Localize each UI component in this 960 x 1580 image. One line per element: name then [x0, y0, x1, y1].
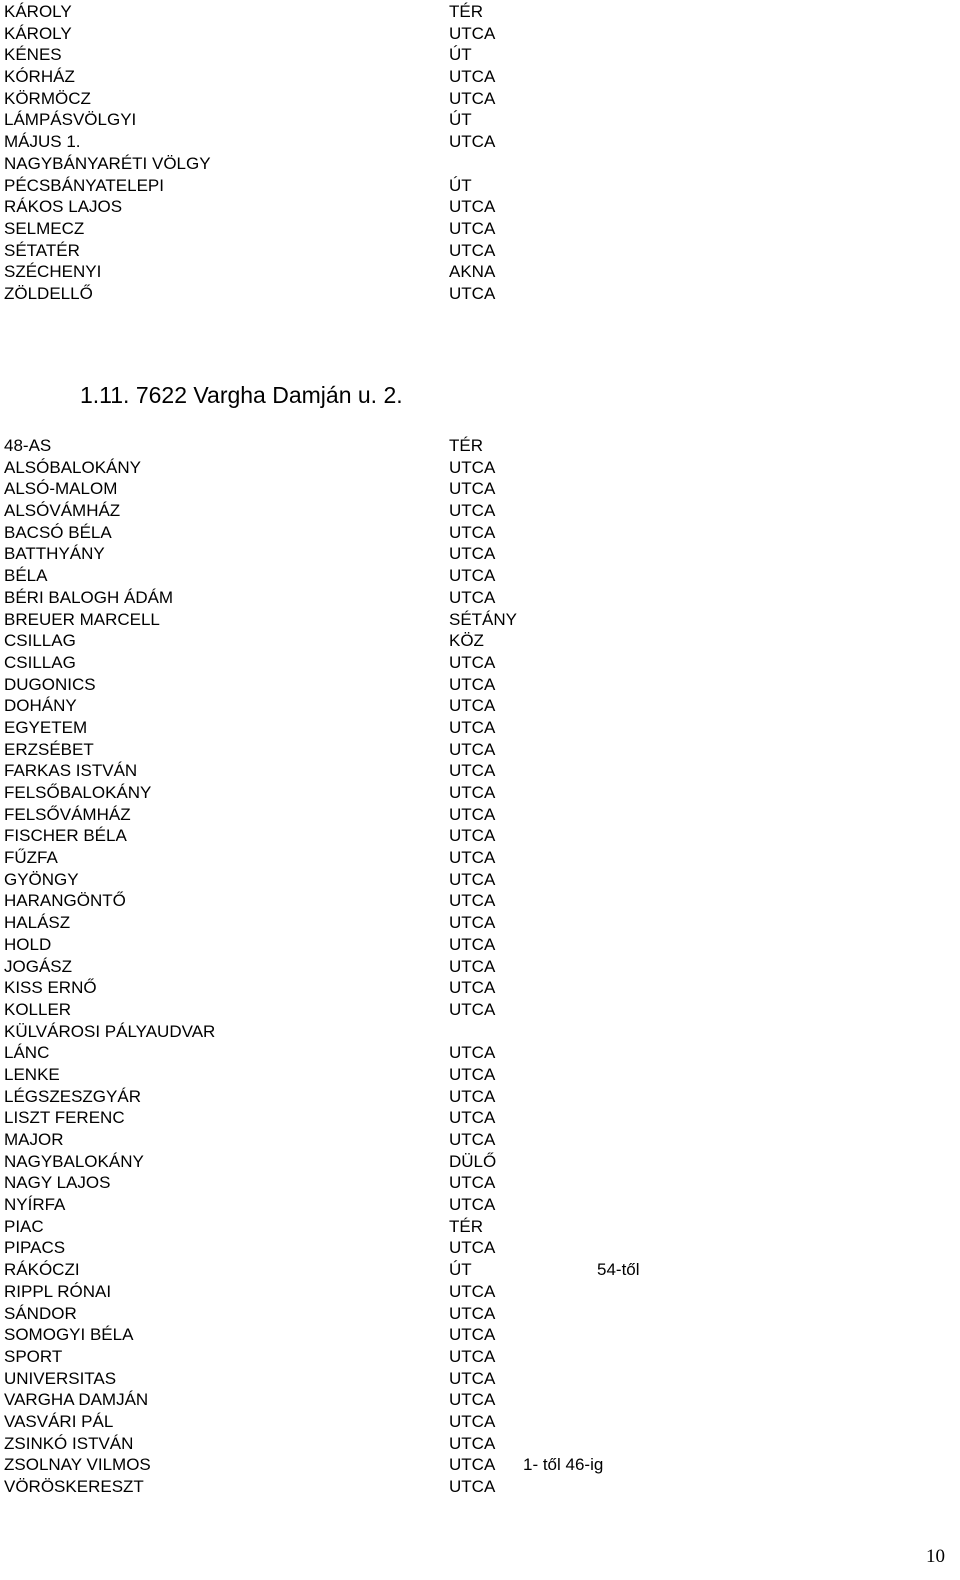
street-type: UTCA	[449, 739, 496, 759]
street-type: AKNA	[449, 262, 496, 282]
street-name: BATTHYÁNY	[4, 544, 105, 564]
street-type: UTCA	[449, 891, 496, 911]
street-row	[0, 1389, 960, 1411]
street-row	[0, 1151, 960, 1173]
street-type: UTCA	[449, 587, 496, 607]
street-type: UTCA	[449, 826, 496, 846]
street-row	[0, 1042, 960, 1064]
street-name: HOLD	[4, 934, 52, 954]
street-type: UTCA	[449, 23, 496, 43]
street-row	[0, 1454, 960, 1476]
street-name: BACSÓ BÉLA	[4, 522, 112, 542]
street-row	[0, 1237, 960, 1259]
street-row	[0, 1411, 960, 1433]
street-type: UTCA	[449, 132, 496, 152]
street-row	[0, 999, 960, 1021]
street-name: FISCHER BÉLA	[4, 826, 127, 846]
street-type: ÚT	[449, 175, 472, 195]
street-name: DOHÁNY	[4, 696, 77, 716]
street-type: UTCA	[449, 479, 496, 499]
street-name: GYÖNGY	[4, 869, 79, 889]
street-name: PÉCSBÁNYATELEPI	[4, 175, 164, 195]
street-type: UTCA	[449, 717, 496, 737]
street-name: KOLLER	[4, 999, 72, 1019]
street-type: UTCA	[449, 1433, 496, 1453]
street-name: SOMOGYI BÉLA	[4, 1325, 134, 1345]
street-row	[0, 934, 960, 956]
page-number: 10	[926, 1546, 945, 1567]
street-type: UTCA	[449, 457, 496, 477]
street-type: UTCA	[449, 283, 496, 303]
street-name: NAGYBÁNYARÉTI VÖLGY	[4, 153, 211, 173]
street-type: SÉTÁNY	[449, 609, 518, 629]
street-row	[0, 522, 960, 544]
street-row	[0, 1324, 960, 1346]
street-type: TÉR	[449, 2, 483, 21]
street-row	[0, 153, 960, 175]
street-name: PIPACS	[4, 1238, 66, 1258]
street-type: UTCA	[449, 956, 496, 976]
street-row	[0, 131, 960, 153]
street-row	[0, 435, 960, 457]
street-name: RIPPL RÓNAI	[4, 1281, 112, 1301]
street-name: ZSOLNAY VILMOS	[4, 1455, 151, 1475]
street-row	[0, 478, 960, 500]
street-type: UTCA	[449, 1477, 496, 1496]
street-name: VASVÁRI PÁL	[4, 1411, 114, 1431]
street-row	[0, 825, 960, 847]
street-row	[0, 44, 960, 66]
street-name: EGYETEM	[4, 717, 88, 737]
street-name: RÁKÓCZI	[4, 1260, 80, 1280]
street-name: VARGHA DAMJÁN	[4, 1390, 149, 1410]
street-name: NYÍRFA	[4, 1195, 66, 1215]
street-row	[0, 500, 960, 522]
street-type: UTCA	[449, 783, 496, 802]
street-name: FELSŐBALOKÁNY	[4, 783, 152, 802]
street-type: TÉR	[449, 436, 483, 455]
street-type: UTCA	[449, 240, 496, 260]
street-row	[0, 1368, 960, 1390]
street-name: FELSŐVÁMHÁZ	[4, 804, 131, 824]
street-row	[0, 1259, 960, 1281]
street-name: ZSINKÓ ISTVÁN	[4, 1433, 134, 1453]
street-name: FARKAS ISTVÁN	[4, 761, 138, 781]
street-name: ZÖLDELLŐ	[4, 283, 93, 303]
street-type: UTCA	[449, 522, 496, 542]
street-name: KÓRHÁZ	[4, 67, 75, 87]
street-row	[0, 1281, 960, 1303]
street-name: SÉTATÉR	[4, 240, 80, 260]
street-row	[0, 457, 960, 479]
street-row	[0, 760, 960, 782]
street-row	[0, 1216, 960, 1238]
street-type: UTCA	[449, 1086, 496, 1106]
street-name: HARANGÖNTŐ	[4, 891, 126, 911]
street-type: UTCA	[449, 1064, 496, 1084]
street-row	[0, 240, 960, 262]
street-type: UTCA	[449, 501, 496, 521]
street-type: UTCA	[449, 652, 496, 672]
street-type: UTCA	[449, 1281, 496, 1301]
street-row	[0, 88, 960, 110]
street-type: UTCA	[449, 674, 496, 694]
street-name: DUGONICS	[4, 674, 96, 694]
street-list-top	[0, 1, 960, 305]
street-row	[0, 674, 960, 696]
street-row	[0, 1086, 960, 1108]
street-row	[0, 565, 960, 587]
street-type: UTCA	[449, 804, 496, 824]
section-heading: 1.11. 7622 Vargha Damján u. 2.	[80, 382, 403, 408]
street-row	[0, 543, 960, 565]
street-type: UTCA	[449, 978, 496, 998]
street-row	[0, 1129, 960, 1151]
street-row	[0, 1194, 960, 1216]
street-type: UTCA	[449, 1455, 496, 1475]
street-row	[0, 912, 960, 934]
street-row	[0, 630, 960, 652]
street-type: UTCA	[449, 1195, 496, 1215]
street-type: UTCA	[449, 67, 496, 87]
street-name: KÁROLY	[4, 2, 72, 21]
street-name: VÖRÖSKERESZT	[4, 1477, 144, 1496]
street-name: PIAC	[4, 1216, 44, 1236]
street-name: ERZSÉBET	[4, 739, 94, 759]
street-name: LÁNC	[4, 1043, 50, 1063]
street-type: UTCA	[449, 1043, 496, 1063]
street-row	[0, 283, 960, 305]
street-name: MAJOR	[4, 1130, 64, 1149]
street-row	[0, 66, 960, 88]
house-number-note: 54-től	[597, 1260, 640, 1280]
street-name: ALSÓ-MALOM	[4, 479, 118, 499]
street-type: UTCA	[449, 1108, 496, 1128]
street-type: UTCA	[449, 696, 496, 716]
street-name: SÁNDOR	[4, 1303, 77, 1323]
street-row	[0, 23, 960, 45]
street-name: HALÁSZ	[4, 913, 71, 933]
street-type: ÚT	[449, 45, 472, 65]
street-name: ALSÓBALOKÁNY	[4, 457, 142, 477]
street-type: UTCA	[449, 999, 496, 1019]
street-row	[0, 717, 960, 739]
street-name: SPORT	[4, 1346, 63, 1366]
street-type: UTCA	[449, 848, 496, 868]
street-type: ÚT	[449, 110, 472, 130]
street-row	[0, 1107, 960, 1129]
street-row	[0, 890, 960, 912]
street-row	[0, 652, 960, 674]
street-type: UTCA	[449, 1303, 496, 1323]
street-row	[0, 1476, 960, 1498]
street-name: FŰZFA	[4, 848, 58, 868]
street-type: ÚT	[449, 1260, 472, 1280]
street-row	[0, 1172, 960, 1194]
street-type: KÖZ	[449, 631, 484, 651]
street-type: UTCA	[449, 1238, 496, 1258]
street-name: RÁKOS LAJOS	[4, 197, 123, 217]
street-name: NAGYBALOKÁNY	[4, 1151, 144, 1171]
street-row	[0, 847, 960, 869]
street-row	[0, 956, 960, 978]
street-name: LENKE	[4, 1064, 60, 1084]
street-name: LÁMPÁSVÖLGYI	[4, 110, 137, 130]
street-type: UTCA	[449, 1346, 496, 1366]
street-type: DÜLŐ	[449, 1151, 497, 1171]
street-type: UTCA	[449, 869, 496, 889]
street-row	[0, 977, 960, 999]
street-row	[0, 175, 960, 197]
street-row	[0, 782, 960, 804]
street-name: SZÉCHENYI	[4, 262, 102, 282]
street-list-bottom	[0, 435, 960, 1498]
street-type: UTCA	[449, 88, 496, 108]
street-row	[0, 261, 960, 283]
street-name: BREUER MARCELL	[4, 609, 160, 629]
street-name: 48-AS	[4, 436, 52, 455]
street-name: SELMECZ	[4, 218, 85, 238]
street-row	[0, 1, 960, 23]
street-name: UNIVERSITAS	[4, 1368, 117, 1388]
house-number-note: 1- től 46-ig	[523, 1455, 604, 1475]
street-row	[0, 1433, 960, 1455]
street-type: UTCA	[449, 761, 496, 781]
street-row	[0, 1346, 960, 1368]
street-name: CSILLAG	[4, 652, 76, 672]
street-name: ALSÓVÁMHÁZ	[4, 501, 121, 521]
street-type: UTCA	[449, 1130, 496, 1149]
street-name: LISZT FERENC	[4, 1108, 125, 1128]
street-name: MÁJUS 1.	[4, 132, 81, 152]
street-type: UTCA	[449, 934, 496, 954]
street-row	[0, 587, 960, 609]
street-name: NAGY LAJOS	[4, 1173, 111, 1193]
street-type: UTCA	[449, 1368, 496, 1388]
street-row	[0, 869, 960, 891]
street-name: KISS ERNŐ	[4, 978, 97, 998]
street-type: UTCA	[449, 566, 496, 586]
street-name: KÁROLY	[4, 23, 72, 43]
street-name: BÉLA	[4, 566, 48, 586]
street-name: KÉNES	[4, 45, 62, 65]
street-row	[0, 218, 960, 240]
street-type: UTCA	[449, 218, 496, 238]
street-type: UTCA	[449, 197, 496, 217]
street-type: UTCA	[449, 1173, 496, 1193]
street-type: TÉR	[449, 1216, 483, 1236]
street-type: UTCA	[449, 544, 496, 564]
street-name: BÉRI BALOGH ÁDÁM	[4, 587, 174, 607]
street-type: UTCA	[449, 1325, 496, 1345]
street-row	[0, 196, 960, 218]
street-row	[0, 1021, 960, 1043]
street-row	[0, 695, 960, 717]
street-row	[0, 804, 960, 826]
street-type: UTCA	[449, 913, 496, 933]
street-row	[0, 109, 960, 131]
street-row	[0, 1064, 960, 1086]
street-row	[0, 609, 960, 631]
street-name: KÜLVÁROSI PÁLYAUDVAR	[4, 1021, 216, 1041]
street-name: LÉGSZESZGYÁR	[4, 1086, 141, 1106]
street-name: JOGÁSZ	[4, 956, 73, 976]
street-row	[0, 739, 960, 761]
street-row	[0, 1303, 960, 1325]
street-type: UTCA	[449, 1411, 496, 1431]
street-type: UTCA	[449, 1390, 496, 1410]
street-name: KÖRMÖCZ	[4, 88, 91, 108]
street-name: CSILLAG	[4, 631, 76, 651]
